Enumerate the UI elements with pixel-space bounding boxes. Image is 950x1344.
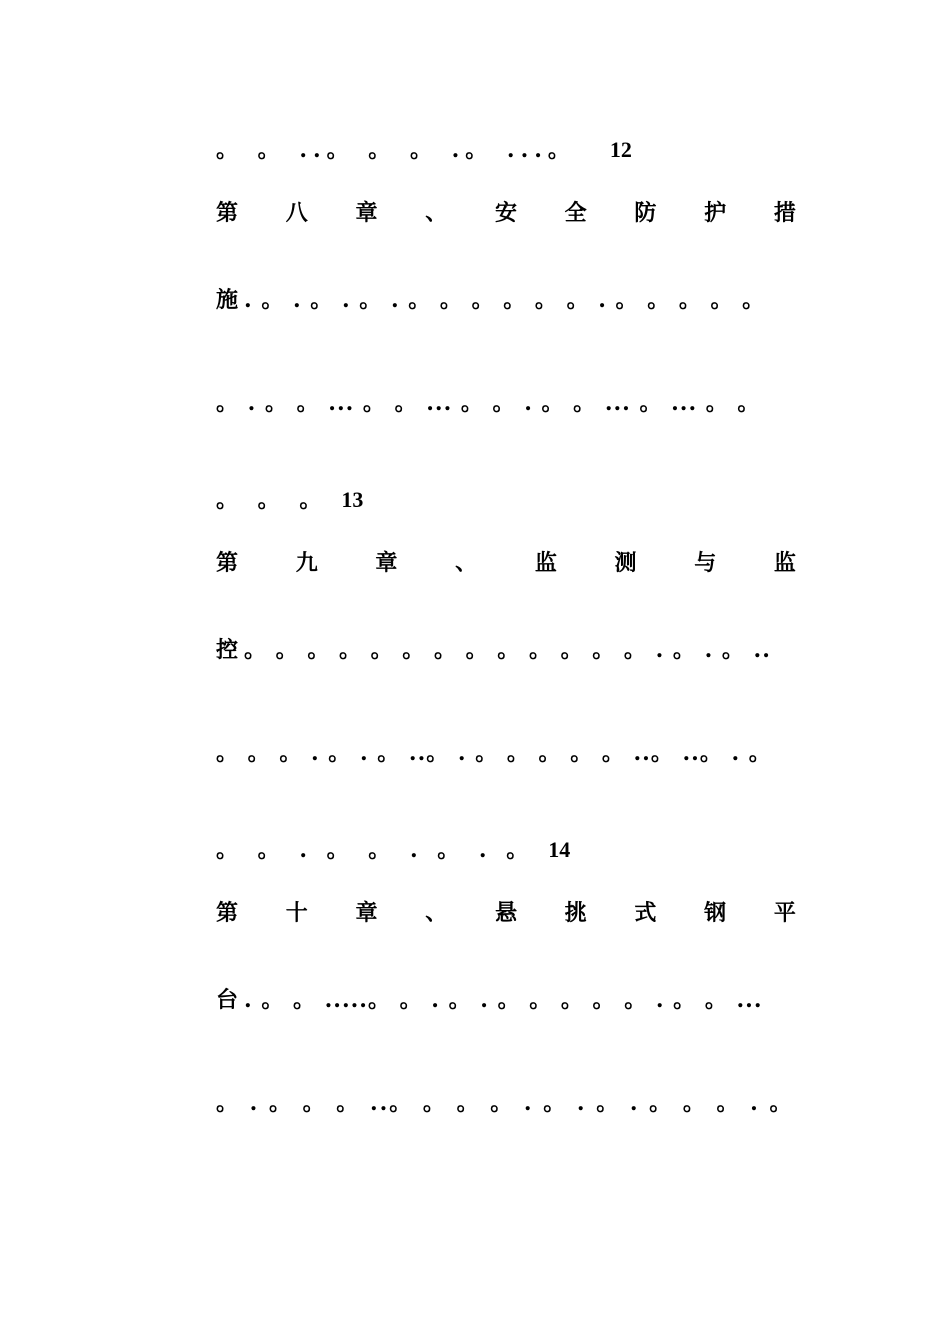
toc-title-char: 防 [634,200,657,226]
toc-title-char: 章 [375,550,398,576]
toc-leader-dots: . 。 . 。 . 。 . 。 。 。 。 。 。 . 。 。 。 。 。 [244,287,766,313]
toc-title-char: 十 [285,900,308,926]
toc-title-char: 式 [634,900,657,926]
toc-title-char: 施 [216,287,239,313]
toc-entry-ch8-end [216,480,796,520]
toc-leader-dots: 。 。 。 [216,487,328,513]
toc-title-char: 与 [694,550,717,576]
toc-leader-dots: . 。 。 .....。 。 . 。 . 。 。 。 。 。 . 。 。 ... [244,987,763,1013]
toc-entry-ch8-title [216,193,796,233]
toc-title-char: 八 [285,200,308,226]
toc-entry-ch10-title [216,893,796,933]
toc-entry-ch10-cont [216,980,796,1020]
toc-title-char: 监 [534,550,557,576]
toc-title-char: 章 [355,900,378,926]
toc-entry-ch9-title [216,543,796,583]
toc-entry-ch10-leaders [216,1083,796,1123]
toc-entry-ch9-end [216,830,796,870]
toc-title-char: 第 [216,900,239,926]
toc-leader-dots: 。 . 。 。 。 ..。 。 。 。 . 。 . 。 . 。 。 。 . 。 [216,1090,794,1116]
toc-page-number: 12 [609,137,632,162]
toc-title-char: 、 [425,900,448,926]
toc-title-char: 台 [216,987,239,1013]
toc-title-char: 九 [295,550,318,576]
toc-title-char: 安 [494,200,517,226]
toc-title-char: 平 [773,900,796,926]
toc-entry-ch8-leaders [216,383,796,423]
toc-entry-ch8-cont [216,280,796,320]
toc-leader-dots: 。 . 。 。 ... 。 。 ... 。 。 . 。 。 ... 。 ... 。 。 [216,390,761,416]
toc-title-char: 、 [455,550,478,576]
toc-title-char: 钢 [704,900,727,926]
toc-leader-dots: 。 。 。 。 。 。 。 。 。 。 。 。 。 . 。 . 。 .. [244,637,771,663]
toc-title-char: 措 [773,200,796,226]
toc-title-char: 章 [355,200,378,226]
toc-title-char: 测 [614,550,637,576]
toc-page-number: 14 [548,837,571,862]
toc-leader-dots: 。 。 . 。 。 . 。 . 。 [216,837,535,863]
toc-entry-ch9-cont [216,630,796,670]
toc-leader-dots: 。 。 。 . 。 . 。 ..。 . 。 。 。 。 。 ..。 ..。 . 。 [216,740,772,766]
toc-title-char: 控 [216,637,239,663]
toc-leader-dots: 。 。 ..。 。 。 .。 ...。 [216,137,576,163]
toc-title-char: 第 [216,200,239,226]
toc-title-char: 监 [773,550,796,576]
toc-entry-ch9-leaders [216,733,796,773]
toc-title-char: 挑 [564,900,587,926]
toc-title-char: 第 [216,550,239,576]
toc-title-char: 悬 [494,900,517,926]
toc-entry-ch7-tail [216,130,796,170]
toc-title-char: 护 [704,200,727,226]
toc-title-char: 全 [564,200,587,226]
toc-page-number: 13 [341,487,364,512]
toc-title-char: 、 [425,200,448,226]
